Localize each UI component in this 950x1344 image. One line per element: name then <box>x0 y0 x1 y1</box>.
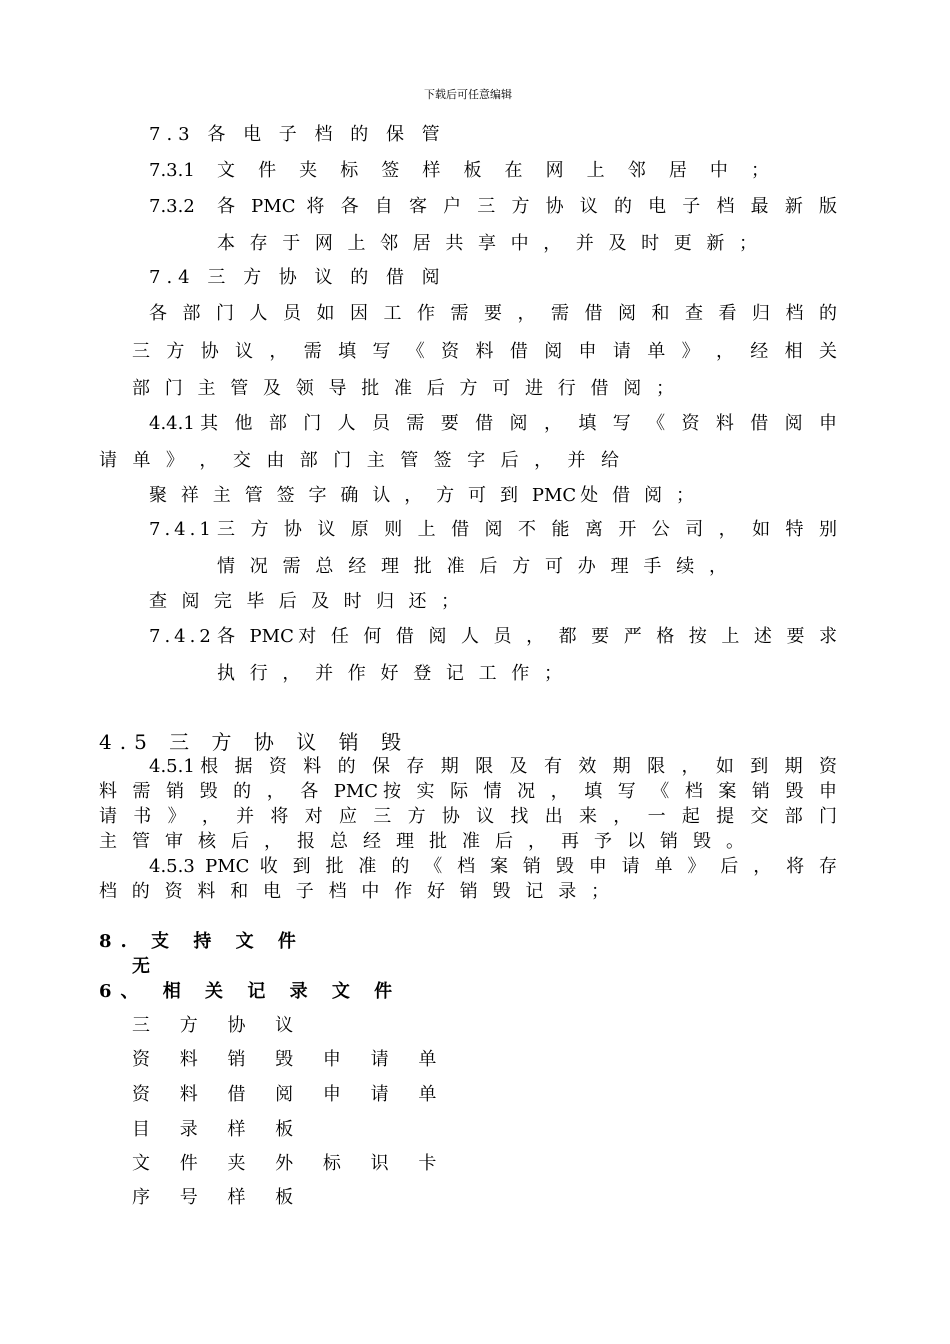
item-7-4-2-text-2: 执 行 ， 并 作 好 登 记 工 作 ； <box>217 663 562 684</box>
section-7-3-heading: 7.3 各 电 子 档 的 保 管 <box>149 124 446 145</box>
item-7-4-1-text-3: 查 阅 完 毕 后 及 时 归 还 ； <box>149 591 459 612</box>
para-7-4-line-3: 部 门 主 管 及 领 导 批 准 后 方 可 进 行 借 阅 ； <box>132 378 674 399</box>
item-4-4-1-line-2: 请 单 》 ， 交 由 部 门 主 管 签 字 后 ， 并 给 <box>99 450 619 471</box>
item-4-5-1-line-2: 料 需 销 毁 的 ， 各 PMC按 实 际 情 况 ， 填 写 《 档 案 销 毁 申 <box>99 781 837 802</box>
item-7-4-2-number: 7.4.2 <box>149 626 215 647</box>
item-7-4-1-text-2: 情 况 需 总 经 理 批 准 后 方 可 办 理 手 续 ， <box>217 556 727 577</box>
item-7-4-1-text-1: 三 方 协 议 原 则 上 借 阅 不 能 离 开 公 司 ， 如 特 别 <box>217 519 837 540</box>
section-8-heading: 8. 支 持 文 件 <box>99 931 305 952</box>
page-header-note: 下载后可任意编辑 <box>424 88 512 101</box>
item-4-5-3-line-2: 档 的 资 料 和 电 子 档 中 作 好 销 毁 记 录 ； <box>99 881 609 902</box>
record-list-item: 目 录 样 板 <box>132 1119 306 1140</box>
record-list-item: 文 件 夹 外 标 识 卡 <box>132 1153 449 1174</box>
item-4-5-1-line-3: 请 书 》 ， 并 将 对 应 三 方 协 议 找 出 来 ， 一 起 提 交 部 门 <box>99 806 837 827</box>
item-7-3-1-number: 7.3.1 <box>149 160 195 181</box>
item-4-5-3-line-1: 4.5.3 PMC 收 到 批 准 的 《 档 案 销 毁 申 请 单 》 后 ， 将 存 <box>149 856 837 877</box>
item-7-4-2-text-1: 各 PMC对 任 何 借 阅 人 员 ， 都 要 严 格 按 上 述 要 求 <box>217 626 837 647</box>
item-4-4-1-line-3: 聚 祥 主 管 签 字 确 认 ， 方 可 到 PMC处 借 阅 ； <box>149 485 694 506</box>
section-4-5-heading: 4.5 三 方 协 议 销 毁 <box>99 730 409 754</box>
item-7-3-2-number: 7.3.2 <box>149 196 195 217</box>
item-7-4-1-number: 7.4.1 <box>149 519 215 540</box>
section-8-content: 无 <box>132 956 150 977</box>
section-6-heading: 6、 相 关 记 录 文 件 <box>99 981 402 1002</box>
item-7-3-2-text-2: 本 存 于 网 上 邻 居 共 享 中 ， 并 及 时 更 新 ； <box>217 233 757 254</box>
item-4-5-1-line-1: 4.5.1根 据 资 料 的 保 存 期 限 及 有 效 期 限 ， 如 到 期 资 <box>149 756 837 777</box>
record-list-item: 三 方 协 议 <box>132 1015 306 1036</box>
para-7-4-line-2: 三 方 协 议 ， 需 填 写 《 资 料 借 阅 申 请 单 》 ， 经 相 关 <box>132 341 837 362</box>
item-4-4-1-line-1: 4.4.1其 他 部 门 人 员 需 要 借 阅 ， 填 写 《 资 料 借 阅 申 <box>149 413 837 434</box>
para-7-4-line-1: 各 部 门 人 员 如 因 工 作 需 要 ， 需 借 阅 和 查 看 归 档 的 <box>149 303 837 324</box>
record-list-item: 资 料 借 阅 申 请 单 <box>132 1084 449 1105</box>
item-4-5-1-line-4: 主 管 审 核 后 ， 报 总 经 理 批 准 后 ， 再 予 以 销 毁 。 <box>99 831 744 852</box>
item-7-3-1-text: 文 件 夹 标 签 样 板 在 网 上 邻 居 中 ； <box>217 160 769 181</box>
record-list-item: 序 号 样 板 <box>132 1187 306 1208</box>
item-7-3-2-text-1: 各 PMC 将 各 自 客 户 三 方 协 议 的 电 子 档 最 新 版 <box>217 196 837 217</box>
section-7-4-heading: 7.4 三 方 协 议 的 借 阅 <box>149 267 446 288</box>
record-list-item: 资 料 销 毁 申 请 单 <box>132 1049 449 1070</box>
